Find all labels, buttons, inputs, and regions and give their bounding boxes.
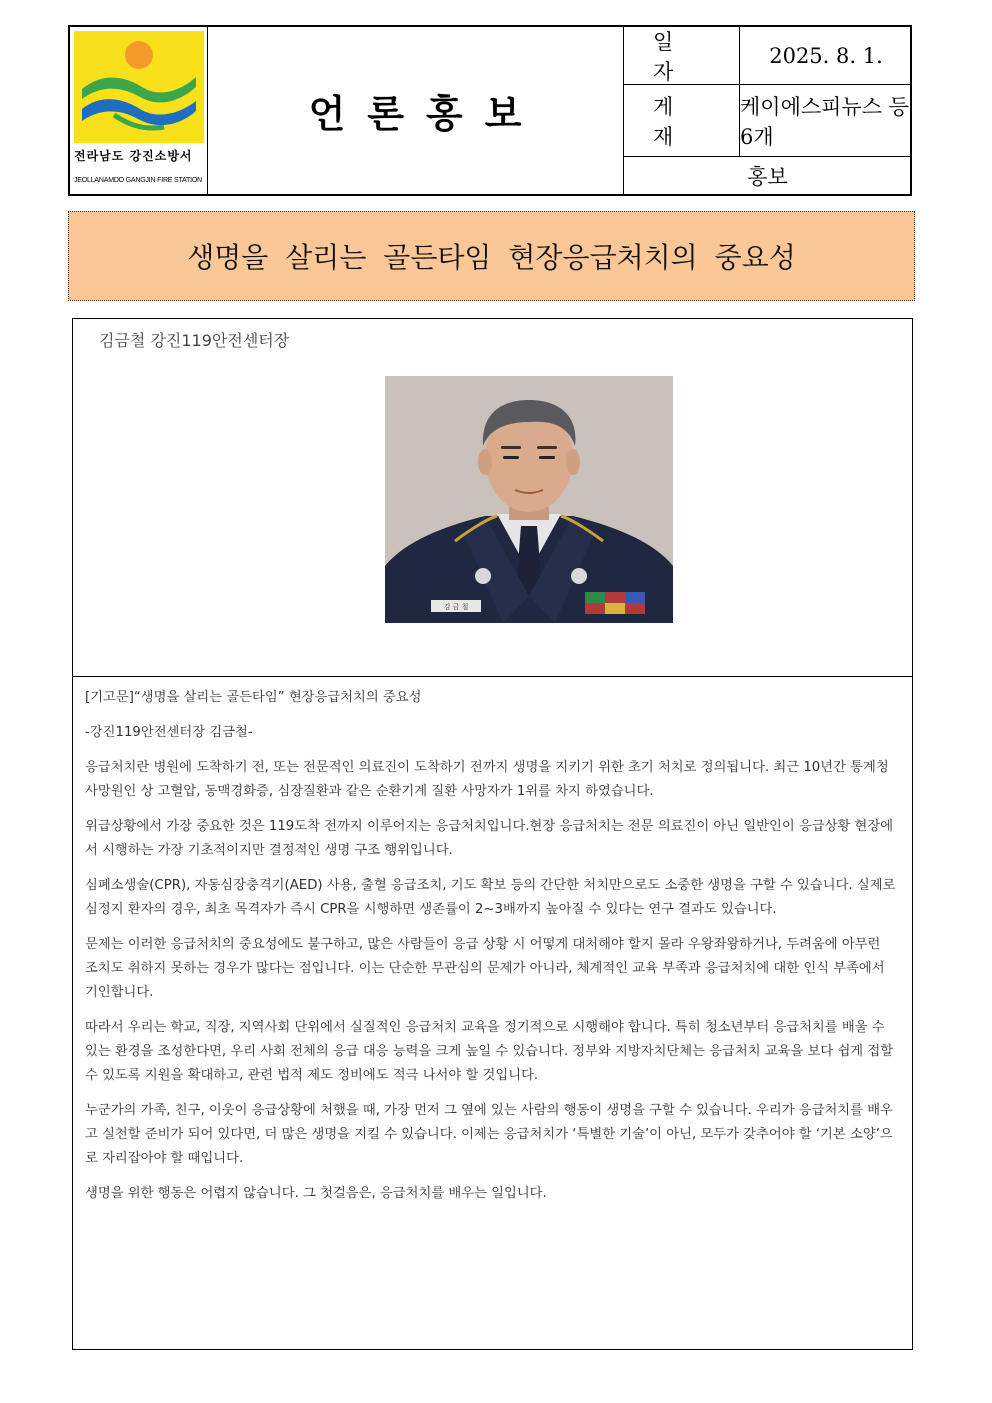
page-title: 언론홍보 bbox=[308, 91, 544, 136]
author-caption: 김금철 강진119안전센터장 bbox=[99, 331, 290, 350]
media-label: 게재 bbox=[623, 85, 740, 157]
article-paragraph: 누군가의 가족, 친구, 이웃이 응급상황에 처했을 때, 가장 먼저 그 옆에 있는 사람의 행동이 생명을 구할 수 있습니다. 우리가 응급처치를 배우고 실천할 준비가 되어 있다면, 더 많은 생명을 지킬 수 있습니다. 이제는 응급처치가 ‘특별한 기술’이 아닌, 모두가 갖추어야 할 ‘기본 소양’으로 자리잡아야 할 때입니다. bbox=[85, 1103, 893, 1166]
article-paragraph: 문제는 이러한 응급처치의 중요성에도 불구하고, 많은 사람들이 응급 상황 시 어떻게 대처해야 할지 몰라 우왕좌왕하거나, 두려움에 아무런 조치도 취하지 못하는 경우가 많다는 점입니다. 이는 단순한 무관심의 문제가 아니라, 체계적인 교육 부족과 응급처치에 대한 인식 부족에서 기인합니다. bbox=[85, 937, 885, 1000]
article-paragraph: 생명을 위한 행동은 어렵지 않습니다. 그 첫걸음은, 응급처치를 배우는 일입니다. bbox=[85, 1186, 547, 1201]
header-table bbox=[68, 25, 912, 196]
article-paragraph: 위급상황에서 가장 중요한 것은 119도착 전까지 이루어지는 응급처치입니다.현장 응급처치는 전문 의료진이 아닌 일반인이 응급상황 현장에서 시행하는 가장 기초적이지만 결정적인 생명 구조 행위입니다. bbox=[85, 819, 894, 858]
title-cell bbox=[207, 27, 624, 194]
article-box bbox=[72, 318, 913, 1350]
headline-banner bbox=[68, 211, 915, 301]
category-value: 홍보 bbox=[747, 164, 788, 189]
logo-cell bbox=[70, 27, 208, 194]
article-paragraph: 응급처치란 병원에 도착하기 전, 또는 전문적인 의료진이 도착하기 전까지 생명을 지키기 위한 초기 처치로 정의됩니다. 최근 10년간 통계청 사망원인 상 고혈압, 동맥경화증, 심장질환과 같은 순환기계 질환 사망자가 1위를 차지 하였습니다. bbox=[85, 760, 889, 799]
article-heading: [기고문]“생명을 살리는 골든타임” 현장응급처치의 중요성 bbox=[85, 690, 422, 705]
author-portrait bbox=[385, 376, 673, 623]
article-body bbox=[85, 686, 897, 1217]
photo-section bbox=[73, 319, 912, 677]
org-name: 전라남도 강진소방서 bbox=[74, 149, 193, 163]
article-paragraph: 따라서 우리는 학교, 직장, 지역사회 단위에서 실질적인 응급처치 교육을 정기적으로 시행해야 합니다. 특히 청소년부터 응급처치를 배울 수 있는 환경을 조성한다면, 우리 사회 전체의 응급 대응 능력을 크게 높일 수 있습니다. 정부와 지방자치단체는 응급처치 교육을 보다 쉽게 접할 수 있도록 지원을 확대하고, 관련 법적 제도 정비에도 적극 나서야 할 것입니다. bbox=[85, 1020, 894, 1083]
nameplate-text: 김 금 철 bbox=[443, 603, 469, 611]
media-value: 케이에스피뉴스 등 6개 bbox=[740, 85, 912, 157]
headline: 생명을 살리는 골든타임 현장응급처치의 중요성 bbox=[187, 241, 796, 274]
article-paragraph: 심폐소생술(CPR), 자동심장충격기(AED) 사용, 출혈 응급조치, 기도 확보 등의 간단한 처치만으로도 소중한 생명을 구할 수 있습니다. 실제로 심정지 환자의 경우, 최초 목격자가 즉시 CPR을 시행하면 생존률이 2~3배까지 높아질 수 있다는 연구 결과도 있습니다. bbox=[85, 878, 896, 917]
org-name-en: JEOLLANAMDO GANGJIN FIRE STATION bbox=[74, 177, 202, 184]
fire-station-logo bbox=[74, 31, 204, 143]
logo-emblem-icon bbox=[74, 31, 204, 143]
date-value: 2025. 8. 1. bbox=[740, 27, 912, 85]
date-label: 일자 bbox=[623, 27, 740, 85]
article-byline: -강진119안전센터장 김금철- bbox=[85, 725, 253, 740]
